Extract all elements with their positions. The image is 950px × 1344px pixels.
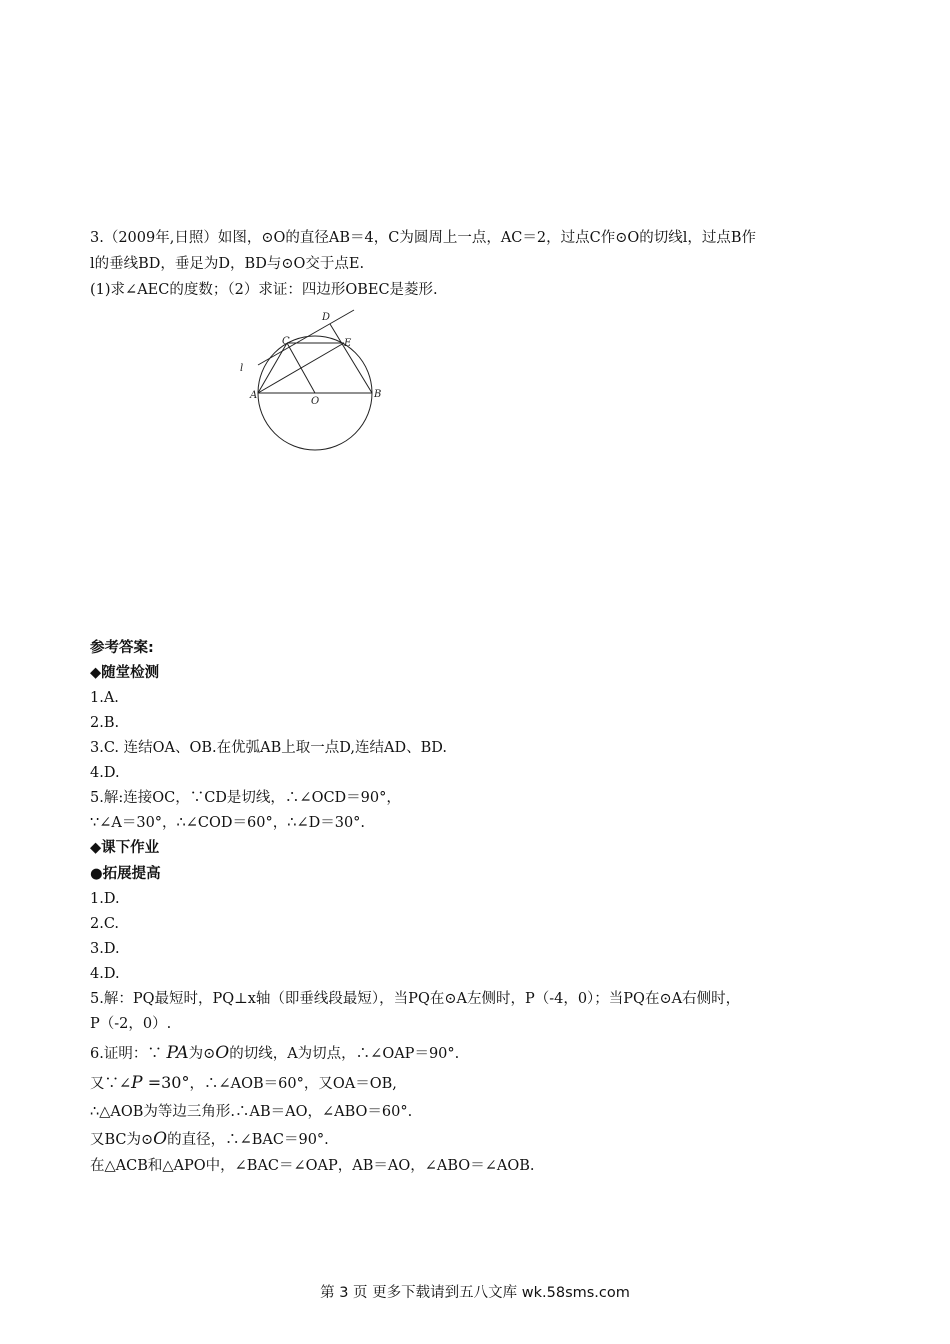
label-b: B bbox=[374, 389, 382, 400]
proof-line-2 bbox=[90, 1073, 397, 1094]
list-item: 1.A. bbox=[90, 690, 119, 706]
list-item: 2.C. bbox=[90, 916, 120, 932]
proof-line-4 bbox=[90, 1129, 329, 1150]
math-o: O bbox=[153, 1129, 168, 1149]
proof-text: ，∴∠AOB＝60°，又OA＝OB, bbox=[189, 1076, 397, 1092]
answers-heading: 参考答案: bbox=[90, 640, 154, 656]
subsection-heading: ●拓展提高 bbox=[90, 866, 161, 882]
label-d: D bbox=[322, 312, 331, 323]
problem3-line2: l的垂线BD，垂足为D，BD与⊙O交于点E. bbox=[90, 256, 365, 272]
proof-text: 又BC为⊙ bbox=[90, 1132, 154, 1148]
math-angle-value: =30° bbox=[142, 1073, 190, 1092]
list-item: P（-2，0）. bbox=[90, 1016, 172, 1032]
math-p: P bbox=[131, 1073, 143, 1093]
problem3-line1: 3.（2009年,日照）如图，⊙O的直径AB＝4，C为圆周上一点，AC＝2，过点C作⊙O的切线l，过点B作 bbox=[90, 230, 757, 246]
list-item: 3.C. 连结OA、OB.在优弧AB上取一点D,连结AD、BD. bbox=[90, 740, 447, 756]
proof-text: 为⊙ bbox=[188, 1046, 216, 1062]
proof-text: 又∵∠ bbox=[90, 1076, 132, 1092]
section-heading-2: ◆课下作业 bbox=[90, 840, 160, 856]
proof-text: 的直径，∴∠BAC＝90°. bbox=[167, 1132, 329, 1148]
proof-text: 的切线，A为切点，∴∠OAP＝90°. bbox=[229, 1046, 460, 1062]
problem3-line3: (1)求∠AEC的度数；（2）求证：四边形OBEC是菱形. bbox=[90, 282, 438, 298]
proof-line-3: ∴△AOB为等边三角形.∴AB＝AO，∠ABO＝60°. bbox=[90, 1104, 413, 1120]
chord-ac bbox=[258, 343, 287, 393]
geometry-figure bbox=[230, 305, 400, 455]
label-o: O bbox=[311, 396, 320, 407]
list-item: 3.D. bbox=[90, 941, 120, 957]
label-c: C bbox=[282, 336, 290, 347]
tangent-l bbox=[258, 310, 354, 365]
label-l: l bbox=[240, 363, 244, 374]
label-a: A bbox=[250, 390, 258, 401]
proof-line-5: 在△ACB和△APO中，∠BAC＝∠OAP，AB＝AO，∠ABO＝∠AOB. bbox=[90, 1158, 535, 1174]
page-footer: 第 3 页 更多下载请到五八文库 wk.58sms.com bbox=[320, 1285, 630, 1301]
list-item: 4.D. bbox=[90, 765, 120, 781]
list-item: 5.解:连接OC，∵CD是切线，∴∠OCD＝90°， bbox=[90, 790, 401, 806]
segment-ae bbox=[258, 343, 344, 393]
section-heading-1: ◆随堂检测 bbox=[90, 665, 160, 681]
proof-text: 6.证明：∵ bbox=[90, 1046, 167, 1062]
math-o: O bbox=[215, 1043, 230, 1063]
proof-line-1 bbox=[90, 1043, 459, 1064]
list-item: 5.解：PQ最短时，PQ⊥x轴（即垂线段最短），当PQ在⊙A左侧时，P（-4，0）；当PQ在⊙A右侧时， bbox=[90, 991, 741, 1007]
list-item: 1.D. bbox=[90, 891, 120, 907]
list-item: 4.D. bbox=[90, 966, 120, 982]
list-item: 2.B. bbox=[90, 715, 120, 731]
math-pa: PA bbox=[166, 1043, 189, 1063]
list-item: ∵∠A＝30°，∴∠COD＝60°，∴∠D＝30°. bbox=[90, 815, 366, 831]
segment-bd bbox=[330, 324, 372, 393]
label-e: E bbox=[344, 338, 352, 349]
